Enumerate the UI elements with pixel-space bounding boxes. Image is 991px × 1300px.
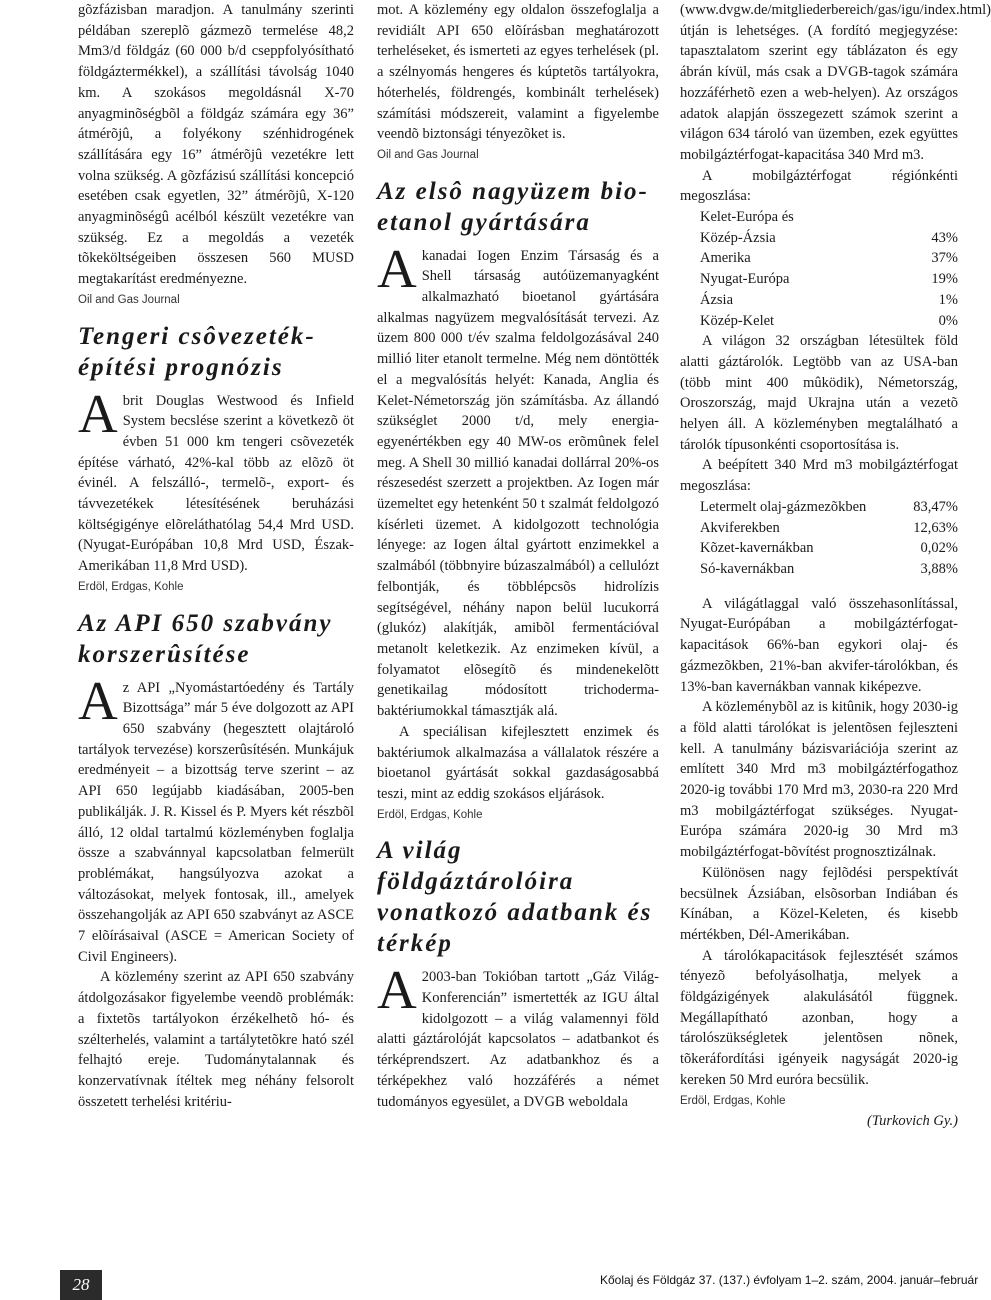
translator-signature: (Turkovich Gy.) (866, 1113, 958, 1130)
table-row (680, 311, 958, 332)
table-cell-region: Kelet-Európa és (700, 209, 794, 226)
table-cell-share: 83,47% (913, 498, 958, 515)
article-body (78, 382, 354, 577)
drop-cap: A (78, 669, 118, 731)
table-cell-share: 43% (931, 229, 958, 246)
article-continuation: gõzfázisban maradjon. A tanulmány szerinti példában szereplõ gázmezõ termelése 48,2 Mm3/d földgáz (60 000 b/d cseppfolyósítható földgáztermékkel), a szállítási távolság 1040 km. A szokásos megoldásnál X-70 anyagminõségbõl a földgáz számára egy 36” átmérõjû, a folyékony szénhidrogének szállítására egy 16” átmérõjû vezetékre lett volna szükség. A gõzfázisú szállítási koncepció esetében csak egyetlen, 32” átmérõjû, X-120 anyagminõségû acélból készült vezetékre van szükség. Ez a megoldás a vezeték tõkeköltségeiben összesen 560 MUSD megtakarítást eredményezne. (78, 2, 354, 288)
drop-cap: A (377, 237, 417, 299)
article-continuation: mot. A közlemény egy oldalon összefoglalja a revidiált API 650 elõírásban meghatározott terheléseket, és ismerteti az egyes terhelések (pl. a szélnyomás hengeres és kúptetõs tartályokra, hóterhelés, földrengés, kombinált terhelések) számítási módszereit, valamint a figyelembe veendõ biztonsági tényezõket is. (377, 2, 659, 143)
table-row (680, 228, 958, 249)
source-credit: Oil and Gas Journal (78, 293, 180, 306)
article-body (377, 959, 659, 1112)
table-cell-share: 19% (931, 271, 958, 288)
column-3 (680, 0, 991, 1270)
table-row (680, 269, 958, 290)
table-cell-share: 3,88% (920, 560, 958, 577)
article-title: Az elsô nagyüzem bio-etanol gyártására (377, 177, 649, 236)
table-cell-share: 1% (938, 291, 958, 308)
table-row (680, 559, 958, 580)
article-title: Tengeri csôvezeték-építési prognózis (78, 322, 316, 381)
table-cell-type: Só-kavernákban (700, 560, 795, 577)
table-row (680, 518, 958, 539)
article-body (78, 669, 354, 968)
page-number: 28 (60, 1270, 102, 1300)
article-paragraph: A beépített 340 Mrd m3 mobilgáztérfogat megoszlása: (680, 457, 958, 495)
storage-type-table (680, 497, 958, 580)
table-row (680, 248, 958, 269)
article-paragraph: A mobilgáztérfogat régiónkénti megoszlása: (680, 167, 958, 205)
source-credit: Erdöl, Erdgas, Kohle (377, 808, 483, 821)
table-cell-type: Letermelt olaj-gázmezõkben (700, 498, 867, 515)
table-cell-share: 0% (938, 312, 958, 329)
article-text: brit Douglas Westwood és Infield System becslése szerint a következõ öt évben 51 000 km tengeri csõvezeték építése várható, 42%-kal több az elõzõ öt évinél. A felszálló-, termelõ-, export- és távvezetékek létesítésének beruházási költségigénye elõreláthatólag 54,4 Mrd USD. (Nyugat-Európában 10,8 Mrd USD, Észak-Amerikában 11,8 Mrd USD). (78, 392, 354, 575)
table-row (680, 497, 958, 518)
table-cell-type: Akviferekben (700, 519, 780, 536)
drop-cap: A (377, 959, 417, 1021)
table-row (680, 538, 958, 559)
article-paragraph: A közleménybõl az is kitûnik, hogy 2030-ig a föld alatti tárolókat is jelentõsen fejleszteni kell. A tanulmány bázisvariációja szerint az említett 340 Mrd m3 mobilgáztérfogathoz 2020-ig további 170 Mrd m3, 2030-ra 220 Mrd m3 mobilgáztérfogat szükséges. Nyugat-Európa számára 2020-ig 30 Mrd m3 mobilgáztérfogat-bõvítést prognosztizálnak. (680, 699, 958, 861)
article-paragraph: A tárolókapacitások fejlesztését számos tényezõ befolyásolhatja, melyek a földgázigények alakulásától függnek. Megállapítható azonban, hogy a tárolószükségletek jelentõsen nõnek, tõkeráfordítási igényeik nagyságát 2020-ig kereken 50 Mrd euróra becsülik. (680, 947, 958, 1088)
article-paragraph: Különösen nagy fejlõdési perspektívát becsülnek Ázsiában, elsõsorban Indiában és Kínában, a Közel-Keleten, és kisebb mértékben, Dél-Amerikában. (680, 864, 958, 943)
table-cell-share: 12,63% (913, 519, 958, 536)
table-cell-region: Közép-Ázsia (700, 229, 776, 246)
table-cell-region: Közép-Kelet (700, 312, 775, 329)
article-text: kanadai Iogen Enzim Társaság és a Shell társaság autóüzemanyagként alkalmazható bioetanol gyártására alkalmas nagyüzem megvalósítását tervezi. Az üzem 800 000 t/év szalma feldolgozásával 240 millió liter etanolt termelne. Még nem döntötték el a megvalósítás helyét: Kanada, Anglia és Kelet-Németország jön számításba. Az állandó szükséglet 2000 t/d, mely energia-egyenértékben egy 40 MW-os erõmûnek felel meg. A Shell 30 millió kanadai dollárral 20%-os részesedést szerzett a projektben. Az Iogen már üzemeltet egy hetenként 50 t szalmát feldolgozó kísérleti üzemet. A kidolgozott technológia lényege: az Iogen által gyártott enzimekkel a szalmából (többnyire búzaszalmából) a cellulózt felbontják, és többlépcsõs hidrolízis segítségével, néhány napon belül lucukorrá (glukóz) alakítják, amibõl fermentációval metanolt keletkezik. Az enzimeken kívül, a folyamatot elõsegítõ és mindenekelõtt genetikailag módosított trichoderma-baktériumokkal támasztják alá. (377, 247, 659, 720)
article-paragraph: A közlemény szerint az API 650 szabvány átdolgozásakor figyelembe veendõ problémák: a fixtetõs tartályokon érzékelhetõ hó- és szélterhelés, valamint a tartálytetõkre ható szél felhajtó ereje. Tudománytalannak és konzervatívnak ítéltek meg néhány felsorolt összetett terhelési kritériu- (78, 969, 354, 1110)
article-text: z API „Nyomástartóedény és Tartály Bizottsága” már 5 éve dolgozott az API 650 szabvány (hegesztett olajtároló tartályok tervezése) korszerûsítésén. Munkájuk eredményeit – a bizottság terve szerint – az API 650 legújabb kiadásában, 2005-ben publikálják. J. R. Kissel és P. Myers két részbõl álló, 12 oldal tartalmú közleményben foglalja össze a szabvánnyal kapcsolatban felmerült problémákat, hangsúlyozva azokat a változásokat, melyek fontosak, ill., amelyek összehangolják az API 650 szabványt az ASCE 7 elõírásaival (ASCE = American Society of Civil Engineers). (78, 679, 354, 965)
column-1 (78, 0, 354, 1270)
source-credit: Erdöl, Erdgas, Kohle (680, 1094, 786, 1107)
table-row (680, 290, 958, 311)
source-credit: Oil and Gas Journal (377, 148, 479, 161)
table-cell-region: Amerika (700, 250, 751, 267)
table-cell-region: Nyugat-Európa (700, 271, 790, 288)
article-body (377, 237, 659, 722)
article-paragraph: A speciálisan kifejlesztett enzimek és baktériumok alkalmazása a vállalatok részére a bioetanol gyártását sokkal gazdaságosabbá teszi, mint az eddig szokásos eljárások. (377, 723, 659, 802)
article-paragraph: A világátlaggal való összehasonlítással, Nyugat-Európában a mobilgáztérfogat-kapacitások 66%-ban egykori olaj- és gázmezõkben, 21%-ban akvifer-tárolókban, és 13%-ban kavernákban vannak kiképezve. (680, 595, 958, 695)
table-cell-share: 37% (931, 250, 958, 267)
article-continuation: (www.dvgw.de/mitgliederbereich/gas/igu/index.html) útján is lehetséges. (A fordító megjegyzése: tapasztalatom szerint egy táblázaton és egy ábrán kívül, más csak a DVGB-tagok számára hozzáférhetõ ezen a web-helyen). Az országos adatok alapján összegezett számok szerint a világon 634 tároló van üzemben, ezek együttes mobilgáztérfogat-kapacitása 340 Mrd m3. (680, 2, 991, 163)
table-row (680, 207, 958, 228)
journal-footer: Kőolaj és Földgáz 37. (137.) évfolyam 1–2. szám, 2004. január–február (600, 1273, 979, 1287)
table-cell-share: 0,02% (920, 540, 958, 557)
article-title: Az API 650 szabvány korszerûsítése (78, 609, 333, 668)
article-paragraph: A világon 32 országban létesültek föld alatti gáztárolók. Legtöbb van az USA-ban (több mint 400 mûködik), Németország, Oroszország, majd Ukrajna után a vezetõ helyen áll. A közleményben megtalálható a tárolók típusonkénti csoportosítása is. (680, 333, 958, 453)
table-cell-region: Ázsia (700, 291, 734, 308)
column-2 (377, 0, 659, 1270)
table-cell-type: Kõzet-kavernákban (700, 540, 814, 557)
regional-share-table (680, 207, 958, 331)
source-credit: Erdöl, Erdgas, Kohle (78, 580, 184, 593)
table-cell-share (905, 207, 958, 228)
drop-cap: A (78, 382, 118, 444)
article-title: A világ földgáztárolóira vonatkozó adatbank és térkép (377, 837, 653, 958)
article-text: 2003-ban Tokióban tartott „Gáz Világ-Konferencián” ismertették az IGU által kidolgozott – a világ valamennyi föld alatti gáztárolóját kapcsolatos – adatbankot és térképrendszert. Az adatbankhoz és a térképekhez való hozzáférés a német tudományos egyesület, a DVGB weboldala (377, 969, 659, 1110)
